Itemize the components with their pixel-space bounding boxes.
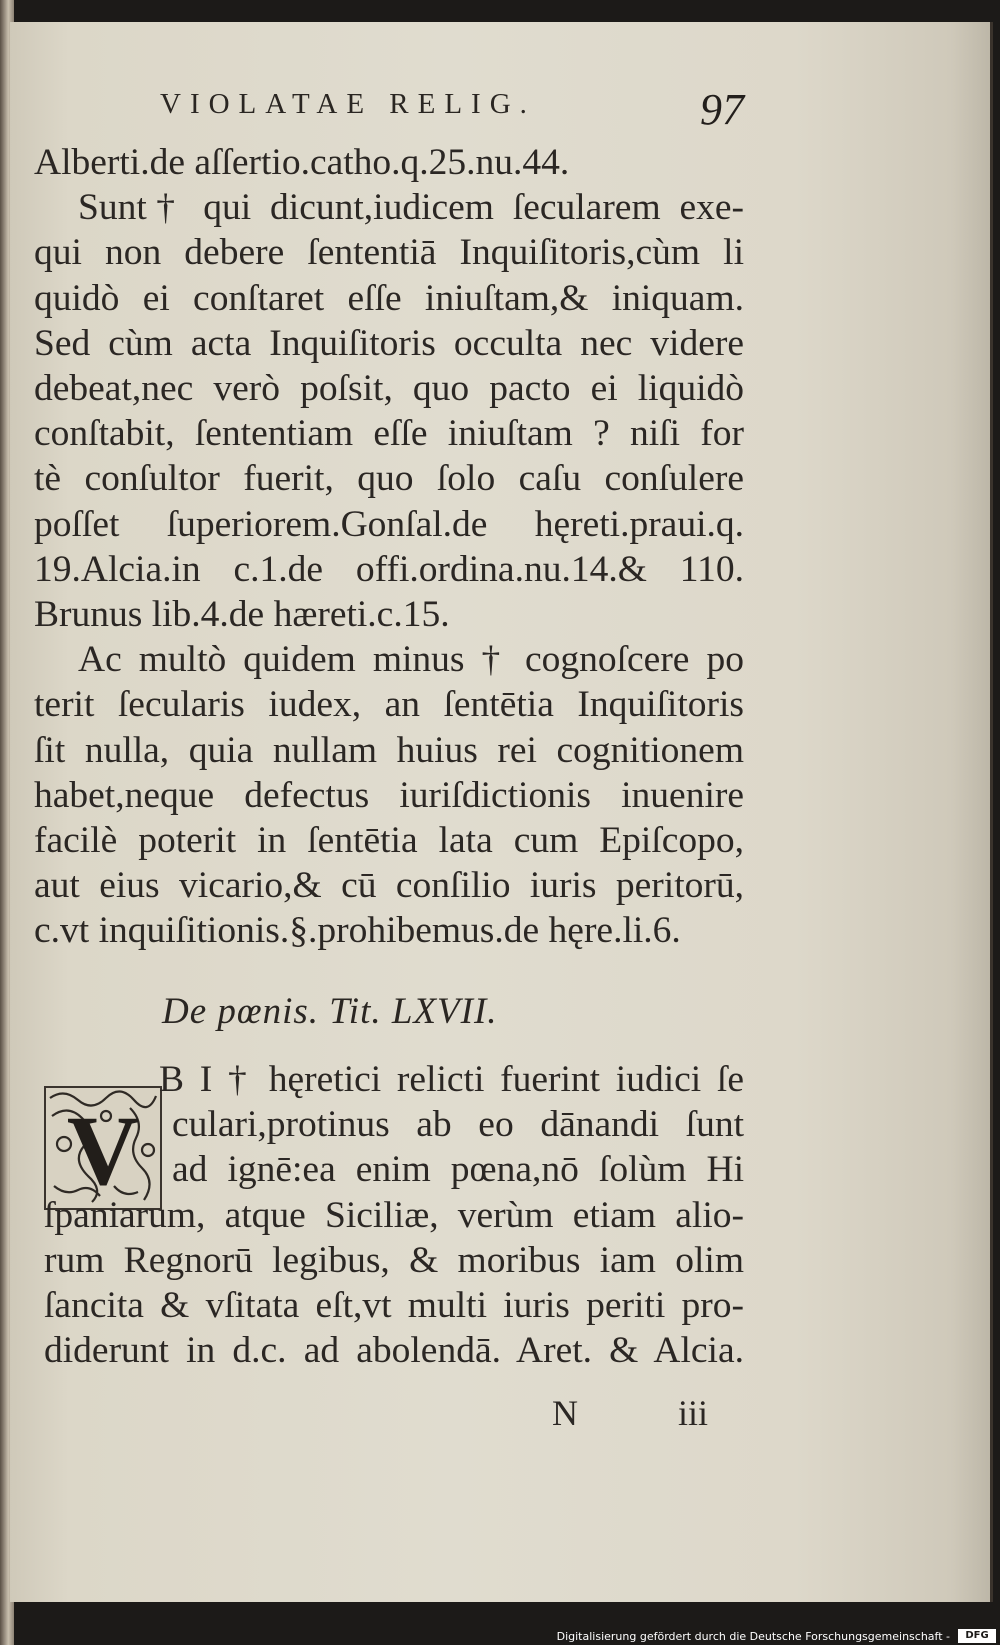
text-line: poſſet ſuperiorem.Gonſal.de hęreti.praui.q.	[34, 503, 744, 545]
text-line: qui non debere ſententiā Inquiſitoris,cùm li	[34, 232, 744, 274]
text-line: Sunt† qui dicunt,iudicem ſecularem exe-	[78, 187, 744, 229]
text-line: debeat,nec verò poſsit, quo pacto ei liquidò	[34, 368, 744, 410]
text-line: Ac multò quidem minus † cognoſcere po	[78, 639, 744, 681]
running-title: VIOLATAE RELIG.	[160, 88, 536, 120]
text-line: aut eius vicario,& cū conſilio iuris peritorū,	[34, 865, 744, 907]
section-heading: De pœnis. Tit. LXVII.	[162, 991, 498, 1032]
text-line: ſit nulla, quia nullam huius rei cognitionem	[34, 729, 744, 771]
initial-letter: V	[66, 1095, 140, 1206]
text-line: tè conſultor fuerit, quo ſolo caſu conſulere	[34, 458, 744, 500]
page-number: 97	[700, 85, 744, 134]
text-line: diderunt in d.c. ad abolendā. Aret. & Alcia.	[44, 1330, 744, 1372]
text-line: rum Regnorū legibus, & moribus iam olim	[44, 1239, 744, 1281]
digitization-credit: Digitalisierung gefördert durch die Deutsche Forschungsgemeinschaft -	[556, 1630, 950, 1643]
text-line: culari,protinus ab eo dānandi ſunt	[172, 1104, 744, 1146]
text-line: conſtabit, ſententiam eſſe iniuſtam ? niſi for	[34, 413, 744, 455]
text-line: habet,neque defectus iuriſdictionis inuenire	[34, 774, 744, 816]
text-line: ſancita & vſitata eſt,vt multi iuris periti pro-	[44, 1285, 744, 1327]
text-line: ſpaniarum, atque Siciliæ, verùm etiam alio-	[44, 1194, 744, 1236]
text-line: ad ignē:ea enim pœna,nō ſolùm Hi	[172, 1149, 744, 1191]
text-line: terit ſecularis iudex, an ſentētia Inquiſitoris	[34, 684, 744, 726]
text-line: Alberti.de aſſertio.catho.q.25.nu.44.	[34, 142, 570, 183]
text-line: quidò ei conſtaret eſſe iniuſtam,& iniquam.	[34, 277, 744, 319]
body-text	[34, 140, 744, 954]
text-line: Sed cùm acta Inquiſitoris occulta nec videre	[34, 322, 744, 364]
text-line: B I † hęretici relicti fuerint iudici ſe	[159, 1059, 744, 1100]
section-text	[44, 1057, 744, 1373]
text-line: Brunus lib.4.de hæreti.c.15.	[34, 594, 450, 636]
signature-mark: N	[552, 1393, 578, 1433]
text-line: facilè poterit in ſentētia lata cum Epiſcopo,	[34, 820, 744, 862]
dfg-logo: DFG	[958, 1629, 996, 1643]
text-line: c.vt inquiſitionis.§.prohibemus.de hęre.li.6.	[34, 910, 681, 952]
text-line: 19.Alcia.in c.1.de offi.ordina.nu.14.& 110.	[34, 548, 744, 590]
catchword: iii	[678, 1393, 709, 1433]
